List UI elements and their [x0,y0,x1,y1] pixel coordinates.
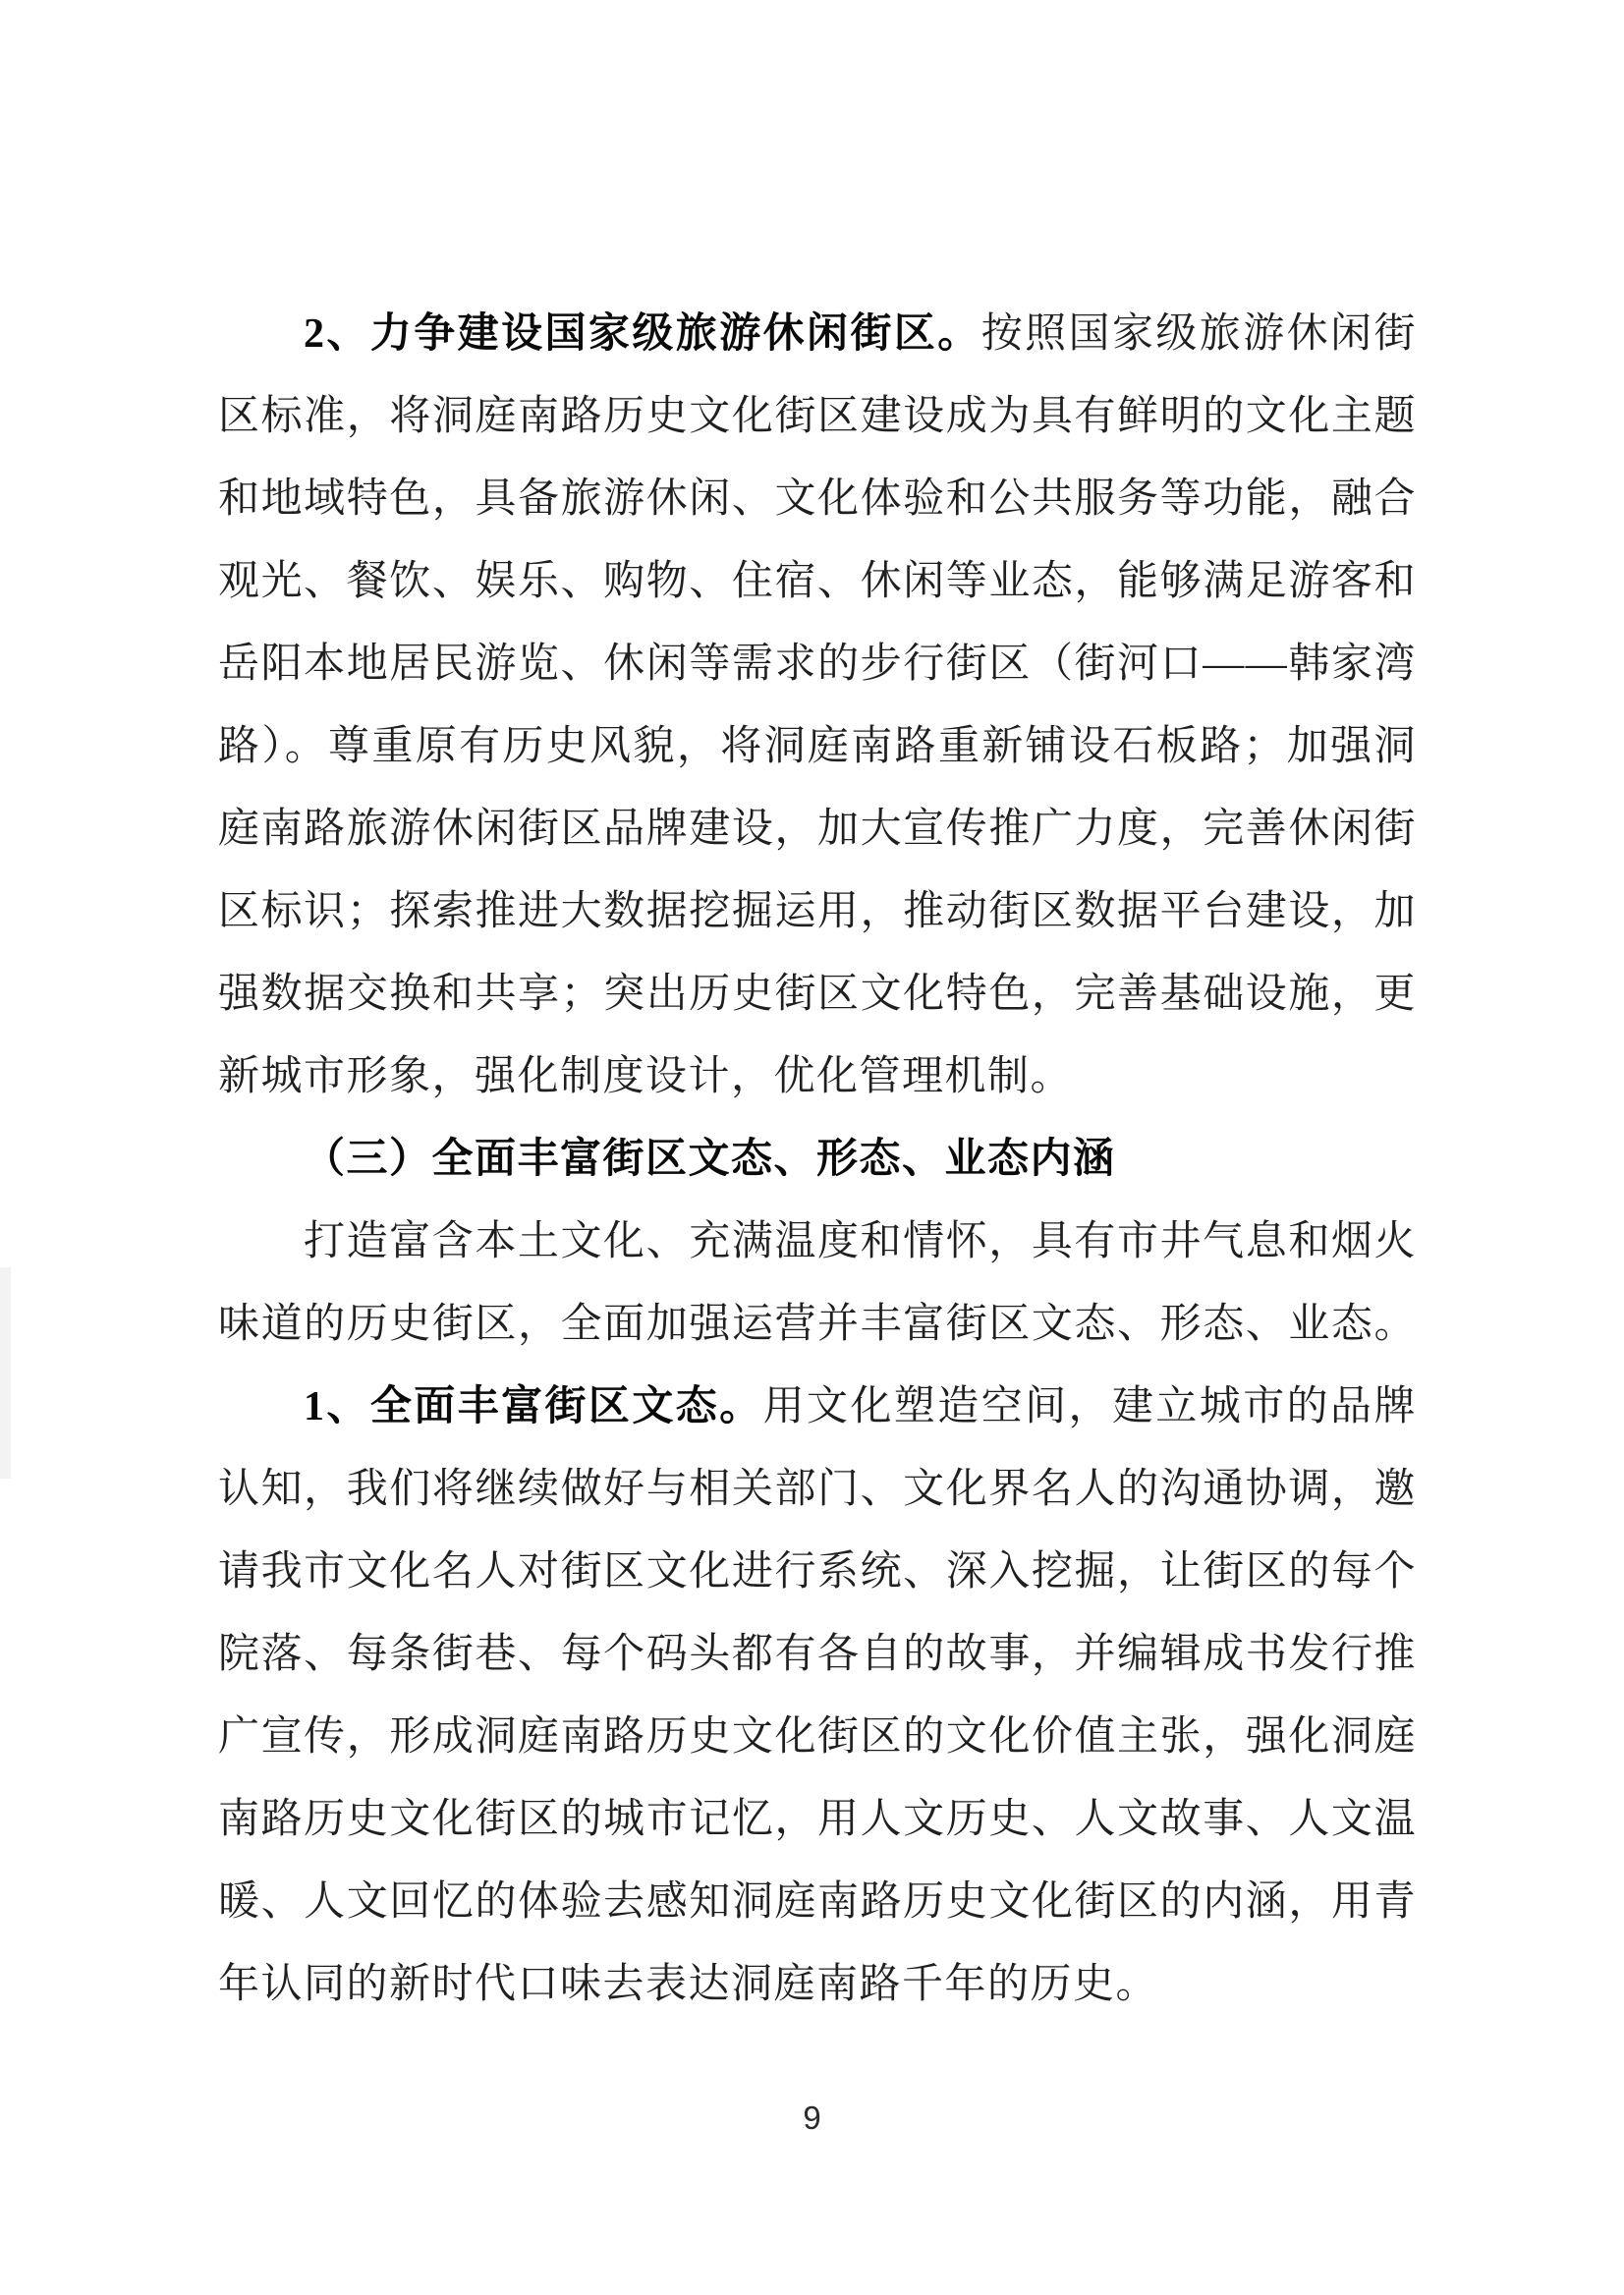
section-heading-text: （三）全面丰富街区文态、形态、业态内涵 [304,1137,1116,1182]
document-line [218,375,1417,458]
document-line [218,458,1417,540]
document-line [218,1366,1417,1448]
document-line [218,1861,1417,1943]
document-line [218,1696,1417,1778]
document-line [218,788,1417,870]
text-segment: 用文化塑造空间，建立城市的品牌 [762,1384,1417,1429]
page-number: 9 [803,2099,821,2136]
section-heading-line [218,1118,1417,1201]
document-line [218,1778,1417,1861]
document-line [218,870,1417,953]
text-segment: 庭南路旅游休闲街区品牌建设，加大宣传推广力度，完善休闲街 [218,807,1417,852]
text-segment: 观光、餐饮、娱乐、购物、住宿、休闲等业态，能够满足游客和 [218,559,1417,604]
bold-text-segment: 1、全面丰富街区文态。 [304,1384,763,1429]
document-line [218,705,1417,788]
document-line [218,953,1417,1036]
text-segment: 南路历史文化街区的城市记忆，用人文历史、人文故事、人文温 [218,1797,1417,1842]
document-line [218,293,1417,375]
text-segment: 广宣传，形成洞庭南路历史文化街区的文化价值主张，强化洞庭 [218,1714,1417,1760]
text-segment: 请我市文化名人对街区文化进行系统、深入挖掘，让街区的每个 [218,1549,1417,1595]
text-segment: 岳阳本地居民游览、休闲等需求的步行街区（街河口——韩家湾 [218,642,1417,687]
document-line [218,1283,1417,1366]
document-line [218,1036,1417,1118]
document-line [218,1613,1417,1696]
document-line [218,1448,1417,1531]
scan-artifact [0,1267,11,1479]
text-segment: 院落、每条街巷、每个码头都有各自的故事，并编辑成书发行推 [218,1632,1417,1677]
document-line [218,1201,1417,1283]
text-block [218,293,1417,2026]
document-line [218,1531,1417,1613]
text-segment: 打造富含本土文化、充满温度和情怀，具有市井气息和烟火 [304,1219,1417,1264]
text-segment: 路）。尊重原有历史风貌，将洞庭南路重新铺设石板路；加强洞 [218,724,1417,769]
text-segment: 强数据交换和共享；突出历史街区文化特色，完善基础设施，更 [218,972,1417,1017]
text-segment: 认知，我们将继续做好与相关部门、文化界名人的沟通协调，邀 [218,1467,1417,1512]
text-segment: 区标识；探索推进大数据挖掘运用，推动街区数据平台建设，加 [218,889,1417,934]
document-line [218,540,1417,623]
text-segment: 年认同的新时代口味去表达洞庭南路千年的历史。 [218,1962,1159,2007]
text-segment: 和地域特色，具备旅游休闲、文化体验和公共服务等功能，融合 [218,476,1417,522]
text-segment: 区标准，将洞庭南路历史文化街区建设成为具有鲜明的文化主题 [218,394,1417,439]
text-segment: 按照国家级旅游休闲街 [980,311,1417,357]
text-segment: 新城市形象，强化制度设计，优化管理机制。 [218,1054,1074,1099]
text-segment: 味道的历史街区，全面加强运营并丰富街区文态、形态、业态。 [218,1302,1417,1347]
document-line [218,623,1417,705]
document-line [218,1943,1417,2026]
bold-text-segment: 2、力争建设国家级旅游休闲街区。 [304,311,981,357]
text-segment: 暖、人文回忆的体验去感知洞庭南路历史文化街区的内涵，用青 [218,1879,1417,1925]
